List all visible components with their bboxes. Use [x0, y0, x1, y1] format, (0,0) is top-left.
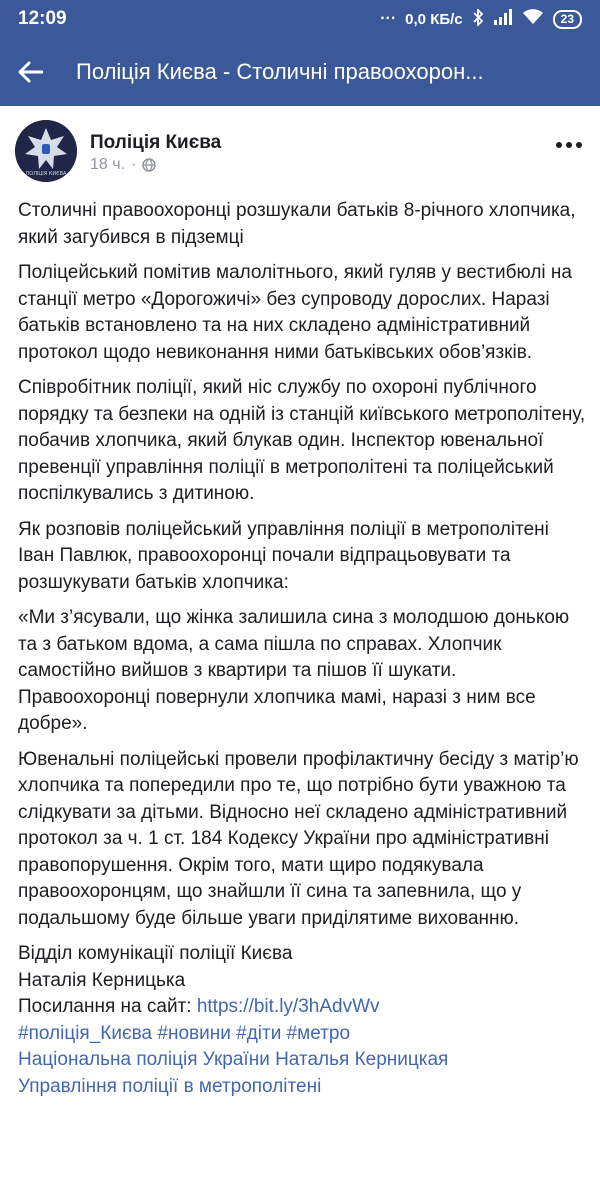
network-speed: 0,0 КБ/с: [405, 10, 463, 28]
back-button[interactable]: [0, 38, 60, 106]
hashtag[interactable]: #діти: [236, 1022, 282, 1044]
post-time[interactable]: 18 ч.: [90, 156, 126, 173]
dot: [556, 142, 562, 148]
status-bar: [0, 0, 600, 38]
mention-links[interactable]: Національна поліція України Наталья Керницкая: [18, 1049, 449, 1070]
hashtag[interactable]: #новини: [157, 1022, 231, 1044]
post-paragraph: Співробітник поліції, який ніс службу по охороні публічного порядку та безпеки на одній із станцій київського метрополітену, побачив хлопчика, який блукав один. Інспектор ювенальної превенції управління поліції в метрополітені та поліцейський поспілкувались з дитиною.: [18, 377, 586, 504]
more-options-button[interactable]: [556, 142, 582, 148]
post-signature: [18, 941, 588, 1100]
dot: [576, 142, 582, 148]
hashtag[interactable]: #поліція_Києва: [18, 1022, 153, 1044]
post-meta: [90, 156, 156, 174]
battery-indicator: 23: [553, 10, 582, 29]
wifi-icon: [522, 9, 544, 29]
site-link-line: [18, 994, 588, 1021]
signature-author: Наталія Керницька: [18, 969, 186, 991]
page-avatar[interactable]: [15, 120, 77, 182]
post-paragraph: Ювенальні поліцейські провели профілактичну бесіду з матір’ю хлопчика та попередили про те, що потрібно бути уважною та слідкувати за дітьми. Відносно неї складено адміністративний протокол за ч. 1 ст. 184 Кодексу України про адміністративні правопорушення. Окрім того, мати щиро подякувала правоохоронцям, що знайшли її сина та запевнила, що у подальшому буде більше уваги приділятиме вихованню.: [18, 748, 579, 929]
post-paragraph: «Ми з’ясували, що жінка залишила сина з молодшою донькою та з батьком вдома, а сама пішла по справах. Хлопчик самостійно вийшов з квартири та пішов її шукати. Правоохоронці повернули хлопчика мамі, наразі з ним все добре».: [18, 607, 570, 734]
post-paragraph: Столичні правоохоронці розшукали батьків 8-річного хлопчика, який загубився в підземці: [18, 200, 576, 248]
page-title: Поліція Києва - Столичні правоохорон...: [76, 59, 484, 84]
bluetooth-icon: [472, 9, 484, 30]
post-header: [0, 106, 600, 196]
mention-link[interactable]: Управління поліції в метрополітені: [18, 1075, 322, 1097]
post-body: [18, 198, 588, 1100]
post-author[interactable]: Поліція Києва: [90, 132, 222, 153]
signal-icon: [493, 9, 513, 29]
arrow-left-icon: [17, 61, 43, 83]
police-badge-icon: [15, 120, 77, 182]
post-paragraph: Поліцейський помітив малолітнього, який гуляв у вестибюлі на станції метро «Дорогожичі» без супроводу дорослих. Наразі батьків встановлено та на них складено адміністративний протокол щодо невиконання ними батьківських обов’язків.: [18, 262, 572, 363]
hashtag[interactable]: #метро: [286, 1022, 351, 1044]
globe-icon: [142, 158, 156, 172]
avatar-label: ПОЛІЦІЯ КИЄВА: [25, 171, 67, 177]
dot-separator: ·: [131, 156, 137, 173]
more-notifications-icon: ···: [380, 10, 397, 27]
post-paragraph: Як розповів поліцейський управління поліції в метрополітені Іван Павлюк, правоохоронці почали відпрацьовувати та розшукувати батьків хлопчика:: [18, 518, 549, 593]
status-time: 12:09: [18, 8, 67, 29]
signature-department: Відділ комунікації поліції Києва: [18, 943, 293, 964]
site-link[interactable]: https://bit.ly/3hAdvWv: [196, 996, 380, 1017]
site-link-label: Посилання на сайт:: [18, 996, 197, 1017]
hashtags: [18, 1021, 588, 1048]
app-bar: [0, 38, 600, 106]
dot: [566, 142, 572, 148]
